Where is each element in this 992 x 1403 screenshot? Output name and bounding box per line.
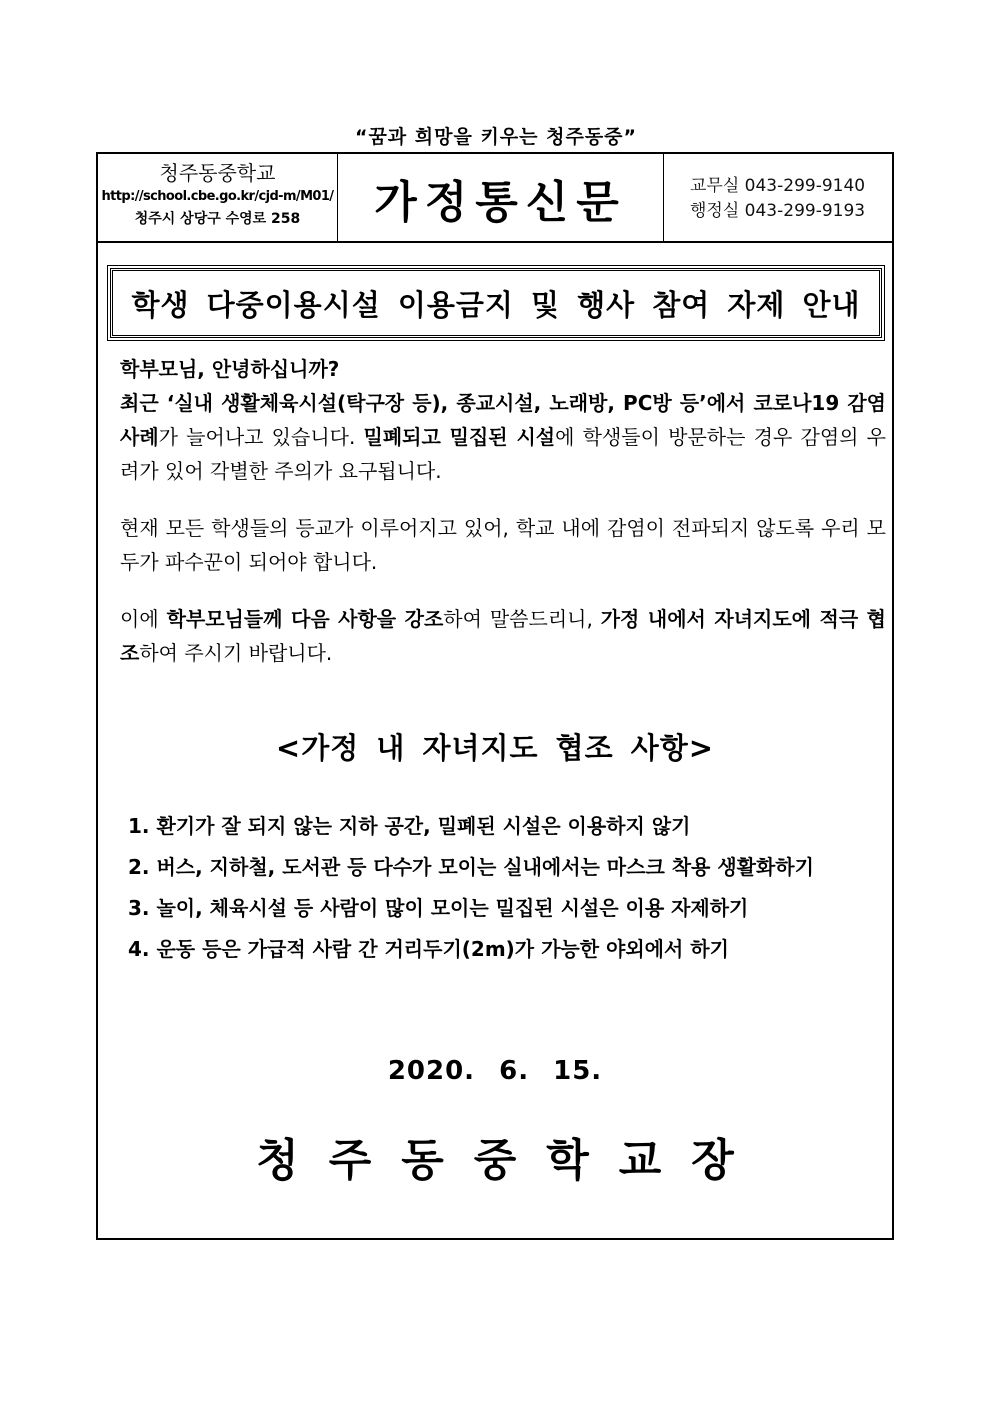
p3-bold-b: 가정 내에서 자녀지도에 적극 협조 — [120, 607, 886, 665]
list-item: 2. 버스, 지하철, 도서관 등 다수가 모이는 실내에서는 마스크 착용 생활화하기 — [128, 855, 814, 879]
p1-bold-b: 밀폐되고 밀집된 시설 — [363, 425, 556, 449]
p3-normal-c: 하여 주시기 바랍니다. — [139, 641, 333, 665]
school-address: 청주시 상당구 수영로 258 — [134, 211, 301, 227]
contact-admin-office: 행정실 043-299-9193 — [690, 201, 866, 221]
p3-normal-b: 하여 말씀드리니, — [443, 607, 601, 631]
spacer — [120, 488, 886, 511]
newsletter-frame — [96, 152, 894, 1240]
p3-bold-a: 학부모님들께 다음 사항을 강조 — [166, 607, 444, 631]
p1-normal-a: 가 늘어나고 있습니다. — [158, 425, 364, 449]
greeting — [120, 352, 886, 386]
notice-title: 학생 다중이용시설 이용금지 및 행사 참여 자제 안내 — [110, 268, 882, 338]
school-name: 청주동중학교 — [159, 161, 276, 185]
contact-academic-office: 교무실 043-299-9140 — [690, 176, 866, 196]
list-item: 4. 운동 등은 가급적 사람 간 거리두기(2m)가 가능한 야외에서 하기 — [128, 937, 729, 961]
greeting-text: 학부모님, 안녕하십니까? — [120, 357, 340, 381]
p1-bold-a: 최근 ‘실내 생활체육시설(탁구장 등), 종교시설, 노래방, PC방 등’에서 코로나19 감염사례 — [120, 391, 886, 449]
paragraph-2: 현재 모든 학생들의 등교가 이루어지고 있어, 학교 내에 감염이 전파되지 않도록 우리 모두가 파수꾼이 되어야 합니다. — [120, 516, 886, 574]
newsletter-header — [98, 154, 892, 243]
paragraph-1 — [120, 386, 886, 488]
newsletter-title: 가정통신문 — [338, 154, 664, 241]
list-item: 3. 놀이, 체육시설 등 사람이 많이 모이는 밀집된 시설은 이용 자제하기 — [128, 896, 749, 920]
section-title: <가정 내 자녀지도 협조 사항> — [275, 731, 715, 765]
spacer — [120, 579, 886, 602]
guidance-list — [128, 806, 868, 970]
p1-normal-b: 에 학생들이 방문하는 경우 감염의 우려가 있어 각별한 주의가 요구됩니다. — [120, 425, 887, 483]
school-url[interactable]: http://school.cbe.go.kr/cjd-m/M01/ — [101, 189, 334, 204]
issue-date: 2020. 6. 15. — [387, 1056, 603, 1086]
notice-body — [120, 352, 886, 670]
list-item: 1. 환기가 잘 되지 않는 지하 공간, 밀폐된 시설은 이용하지 않기 — [128, 814, 691, 838]
paragraph-3 — [120, 602, 886, 670]
school-info — [98, 154, 338, 241]
principal-signature: 청주동중학교장 — [256, 1135, 764, 1186]
school-slogan: “꿈과 희망을 키우는 청주동중” — [354, 126, 638, 148]
p3-normal-a: 이에 — [120, 607, 167, 631]
contact-info — [664, 154, 892, 241]
